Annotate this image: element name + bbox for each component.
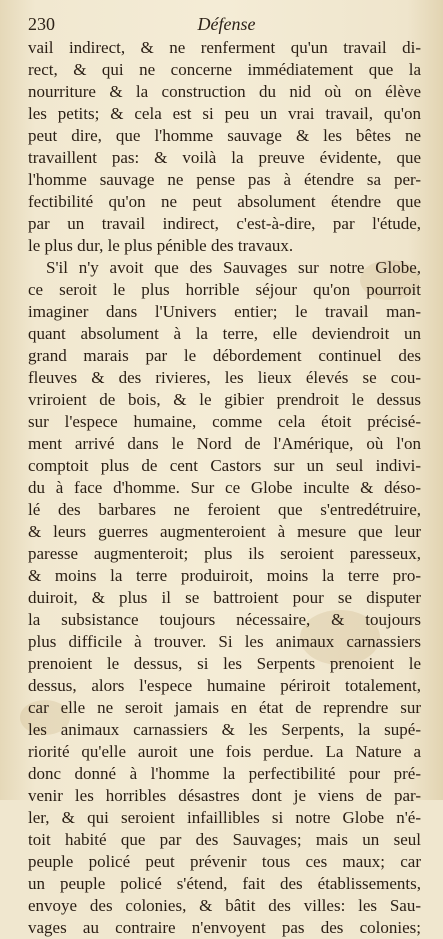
text-line: & moins la terre produiroit, moins la terre pro- (28, 566, 421, 585)
text-line: donc donné à l'homme la perfectibilité pour pré- (28, 764, 421, 783)
text-line: grand marais par le débordement continuel des (28, 346, 421, 365)
running-title: Défense (197, 14, 256, 34)
text-line: vriroient de bois, & le gibier prendroit le dessus (28, 390, 421, 409)
text-line: un peuple policé s'étend, fait des établissements, (28, 874, 421, 893)
text-line: sur l'espece humaine, comme cela étoit précisé- (28, 412, 421, 431)
text-line: vail indirect, & ne renferment qu'un travail di- (28, 38, 421, 57)
text-line: venir les horribles désastres dont je viens de par- (28, 786, 421, 805)
text-line: rect, & qui ne concerne immédiatement que la (28, 60, 421, 79)
page-number: 230 (28, 14, 55, 34)
text-line: imaginer dans l'Univers entier; le travail man- (28, 302, 421, 321)
text-line: vages au contraire n'envoyent pas des colonies; (28, 918, 421, 937)
text-line: envoye des colonies, & bâtit des villes: les Sau- (28, 896, 421, 915)
text-line: travaillent pas: & voilà la preuve évidente, que (28, 148, 421, 167)
text-line: quant absolument à la terre, elle deviendroit un (28, 324, 421, 343)
text-line: car elle ne seroit jamais en état de reprendre sur (28, 698, 421, 717)
body-text (28, 37, 421, 939)
text-line: comptoit plus de cent Castors sur un seul indivi- (28, 456, 421, 475)
text-line: les petits; & cela est si peu un vrai travail, qu'on (28, 104, 421, 123)
text-line: ment arrivé dans le Nord de l'Amérique, où l'on (28, 434, 421, 453)
text-line: peut dire, que l'homme sauvage & les bêtes ne (28, 126, 421, 145)
text-line: fectibilité qu'on ne peut absolument étendre que (28, 192, 421, 211)
text-line: lé des barbares ne feroient que s'entredétruire, (28, 500, 421, 519)
page-header (28, 14, 425, 38)
text-line: du à face d'homme. Sur ce Globe inculte & déso- (28, 478, 421, 497)
text-line: duiroit, & plus il se battroient pour se disputer (28, 588, 421, 607)
text-line: nourriture & la construction du nid où on élève (28, 82, 421, 101)
text-line: le plus dur, le plus pénible des travaux. (28, 236, 294, 255)
text-line: fleuves & des rivieres, les lieux élevés se cou- (28, 368, 421, 387)
text-line: ler, & qui seroient infaillibles si notre Globe n'é- (28, 808, 421, 827)
text-line: paresse augmenteroit; plus ils seroient paresseux, (28, 544, 421, 563)
text-line: riorité qu'elle auroit une fois perdue. La Nature a (28, 742, 421, 761)
text-line: peuple policé peut prévenir tous ces maux; car (28, 852, 421, 871)
text-line: les animaux carnassiers & les Serpents, la supé- (28, 720, 421, 739)
text-line: par un travail indirect, c'est-à-dire, par l'étude, (28, 214, 421, 233)
text-line: plus difficile à trouver. Si les animaux carnassiers (28, 632, 421, 651)
text-line: prenoient le dessus, si les Serpents prenoient le (28, 654, 421, 673)
text-line: toit habité que par des Sauvages; mais un seul (28, 830, 421, 849)
text-line: la subsistance toujours nécessaire, & toujours (28, 610, 421, 629)
text-line: ce seroit le plus horrible séjour qu'on pourroit (28, 280, 421, 299)
text-line: & leurs guerres augmenteroient à mesure que leur (28, 522, 421, 541)
text-line: l'homme sauvage ne pense pas à étendre sa per- (28, 170, 421, 189)
text-line: dessus, alors l'espece humaine périroit totalement, (28, 676, 421, 695)
text-line: S'il n'y avoit que des Sauvages sur notre Globe, (46, 258, 421, 277)
